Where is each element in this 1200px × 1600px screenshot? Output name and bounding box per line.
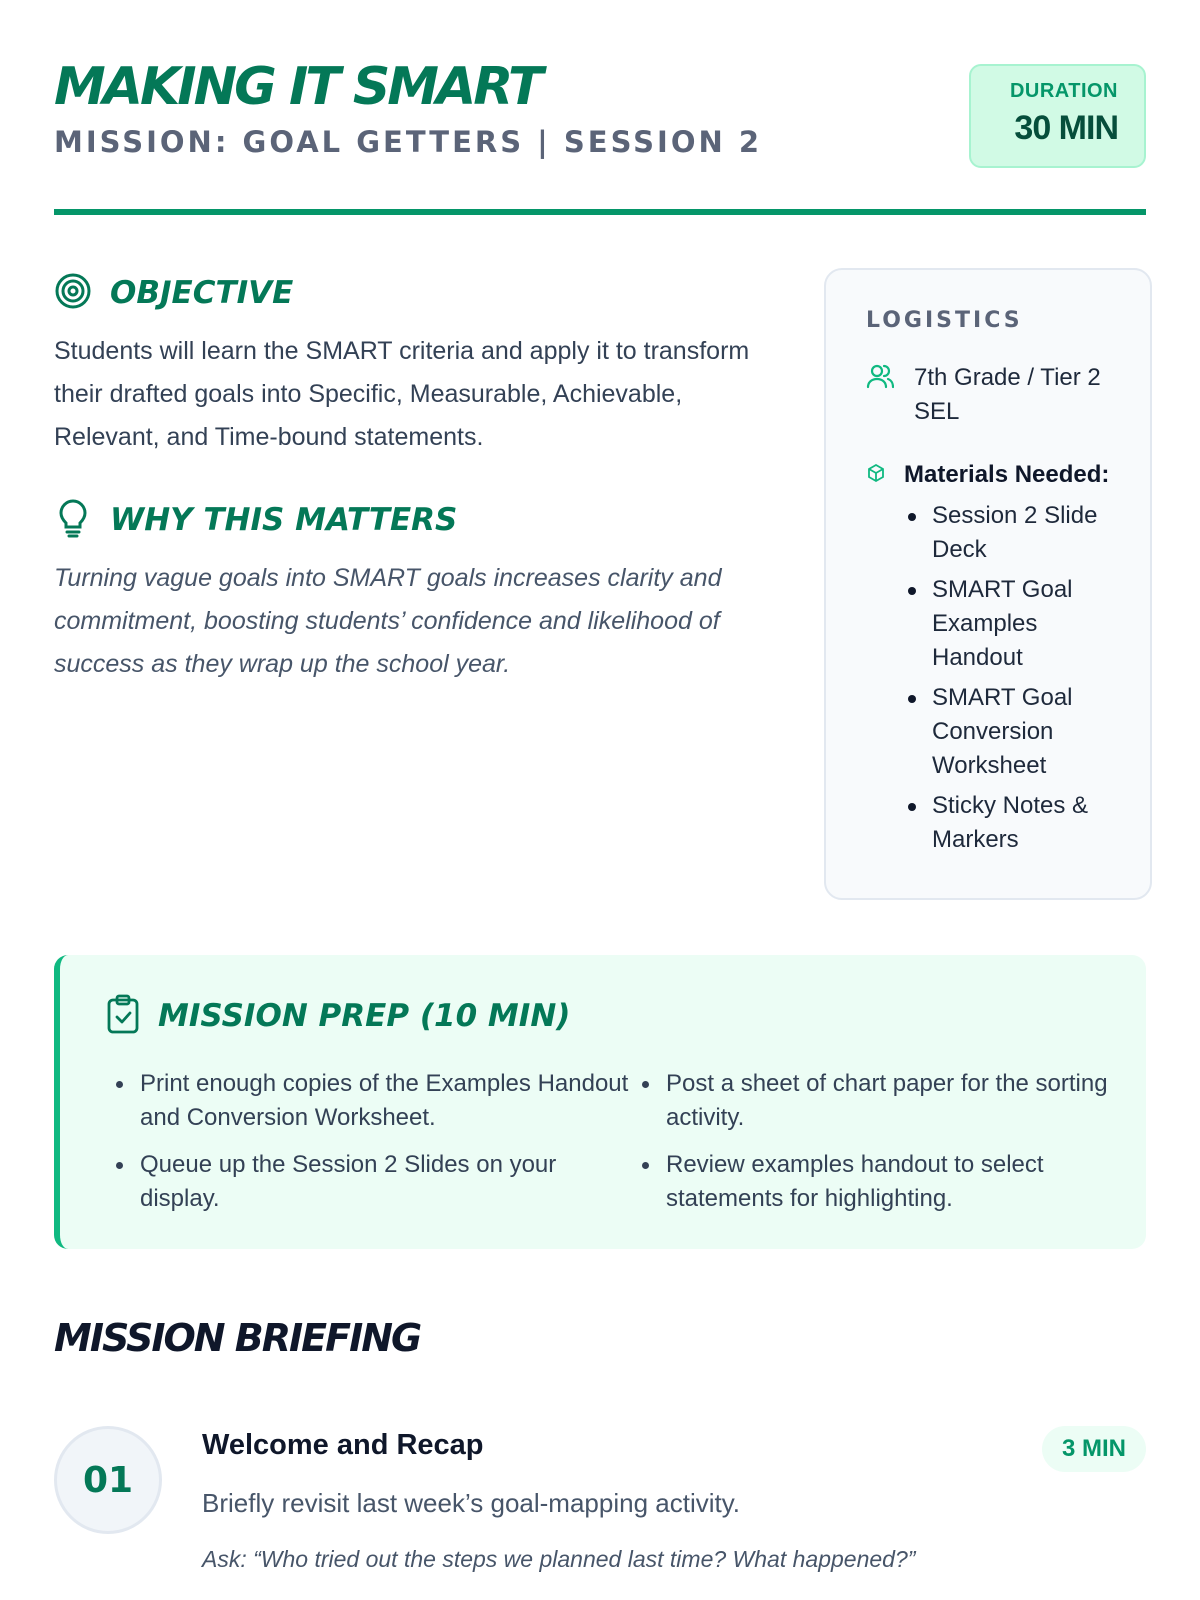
prep-heading: MISSION PREP (10 MIN)	[158, 998, 571, 1034]
why-section	[54, 497, 769, 686]
list-item: Queue up the Session 2 Slides on your display.	[106, 1148, 632, 1216]
header-divider	[54, 209, 1146, 215]
page-header	[54, 55, 1146, 215]
page-subtitle: MISSION: GOAL GETTERS | SESSION 2	[54, 125, 763, 159]
step-duration-badge: 3 MIN	[1042, 1426, 1146, 1472]
materials-label: Materials Needed:	[904, 461, 1110, 488]
audience-text: 7th Grade / Tier 2 SEL	[914, 364, 1101, 425]
step-ask-prompt: Ask: “Who tried out the steps we planned last time? What happened?”	[202, 1546, 916, 1572]
briefing-step	[54, 1426, 1146, 1586]
objective-section	[54, 270, 769, 459]
lightbulb-icon	[54, 498, 92, 543]
duration-label: DURATION	[1009, 80, 1118, 102]
users-icon	[866, 361, 894, 429]
step-number: 01	[54, 1426, 162, 1534]
list-item: SMART Goal Examples Handout	[904, 573, 1120, 675]
list-item: Print enough copies of the Examples Handout and Conversion Worksheet.	[106, 1067, 632, 1135]
mission-prep-section	[54, 955, 1146, 1249]
target-icon	[54, 272, 92, 315]
page-title: MAKING IT SMART	[54, 57, 541, 117]
audience-row	[866, 361, 1120, 429]
objective-heading: OBJECTIVE	[110, 275, 294, 311]
materials-header	[866, 461, 1120, 489]
clipboard-check-icon	[106, 994, 140, 1039]
list-item: Sticky Notes & Markers	[904, 789, 1120, 857]
duration-badge	[969, 64, 1146, 168]
objective-text: Students will learn the SMART criteria and apply it to transform their drafted goals into Specific, Measurable, Achievable, Relevant, and Time-bound statements.	[54, 337, 750, 451]
logistics-card	[824, 268, 1152, 900]
why-text: Turning vague goals into SMART goals increases clarity and commitment, boosting students’ confidence and likelihood of success as they wrap up the school year.	[54, 564, 722, 678]
list-item: Post a sheet of chart paper for the sorting activity.	[632, 1067, 1132, 1135]
materials-list	[866, 499, 1120, 857]
duration-value: 30 MIN	[1014, 109, 1118, 147]
list-item: Review examples handout to select statements for highlighting.	[632, 1148, 1132, 1216]
step-title: Welcome and Recap	[202, 1429, 484, 1461]
list-item: Session 2 Slide Deck	[904, 499, 1120, 567]
list-item: SMART Goal Conversion Worksheet	[904, 681, 1120, 783]
step-description: Briefly revisit last week’s goal-mapping activity.	[202, 1488, 741, 1518]
briefing-heading: MISSION BRIEFING	[54, 1316, 421, 1360]
box-icon	[866, 463, 886, 488]
logistics-heading: LOGISTICS	[866, 308, 1023, 333]
intro-column	[54, 270, 769, 686]
why-heading: WHY THIS MATTERS	[110, 502, 458, 538]
prep-list	[106, 1067, 1146, 1229]
